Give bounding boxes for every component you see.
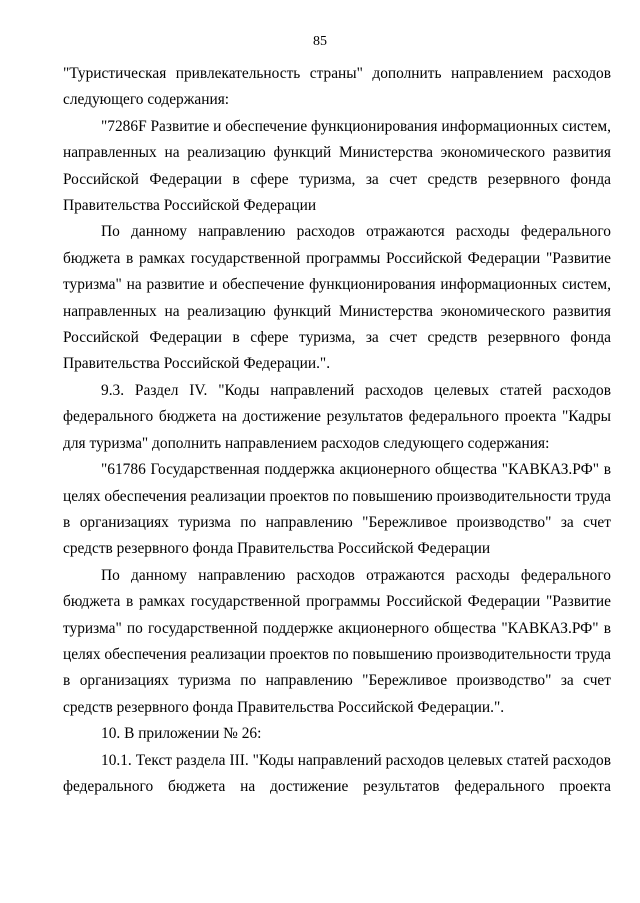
- paragraph-section-9-3: 9.3. Раздел IV. "Коды направлений расходов целевых статей расходов федерального бюджета на достижение результатов федерального проекта "Кадры для туризма" дополнить направлением расходов следующего содержания:: [63, 381, 611, 452]
- document-body: [63, 61, 611, 800]
- paragraph-61786-code: "61786 Государственная поддержка акционерного общества "КАВКАЗ.РФ" в целях обеспечения реализации проектов по повышению производительности труда в организациях туризма по направлению "Бережливое производство" за счет средств резервного фонда Правительства Российской Федерации: [63, 461, 611, 558]
- paragraph-section-10-1: 10.1. Текст раздела III. "Коды направлений расходов целевых статей расходов федерального бюджета на достижение результатов федерального проекта: [63, 751, 611, 795]
- paragraph-7286f-code: "7286F Развитие и обеспечение функционирования информационных систем, направленных на реализацию функций Министерства экономического развития Российской Федерации в сфере туризма, за счет средств резервного фонда Правительства Российской Федерации: [63, 117, 611, 215]
- page-number: 85: [313, 34, 327, 49]
- paragraph-61786-description: По данному направлению расходов отражаются расходы федерального бюджета в рамках государственной программы Российской Федерации "Развитие туризма" по государственной поддержке акционерного общества "КАВКАЗ.РФ" в целях обеспечения реализации проектов по повышению производительности труда в организациях туризма по направлению "Бережливое производство" за счет средств резервного фонда Правительства Российской Федерации.".: [63, 566, 611, 716]
- paragraph-section-10: 10. В приложении № 26:: [101, 725, 262, 743]
- paragraph-7286f-description: По данному направлению расходов отражаются расходы федерального бюджета в рамках государственной программы Российской Федерации "Развитие туризма" на развитие и обеспечение функционирования информационных систем, направленных на реализацию функций Министерства экономического развития Российской Федерации в сфере туризма, за счет средств резервного фонда Правительства Российской Федерации.".: [63, 223, 611, 373]
- paragraph-continuation: "Туристическая привлекательность страны" дополнить направлением расходов следующего содержания:: [63, 65, 611, 109]
